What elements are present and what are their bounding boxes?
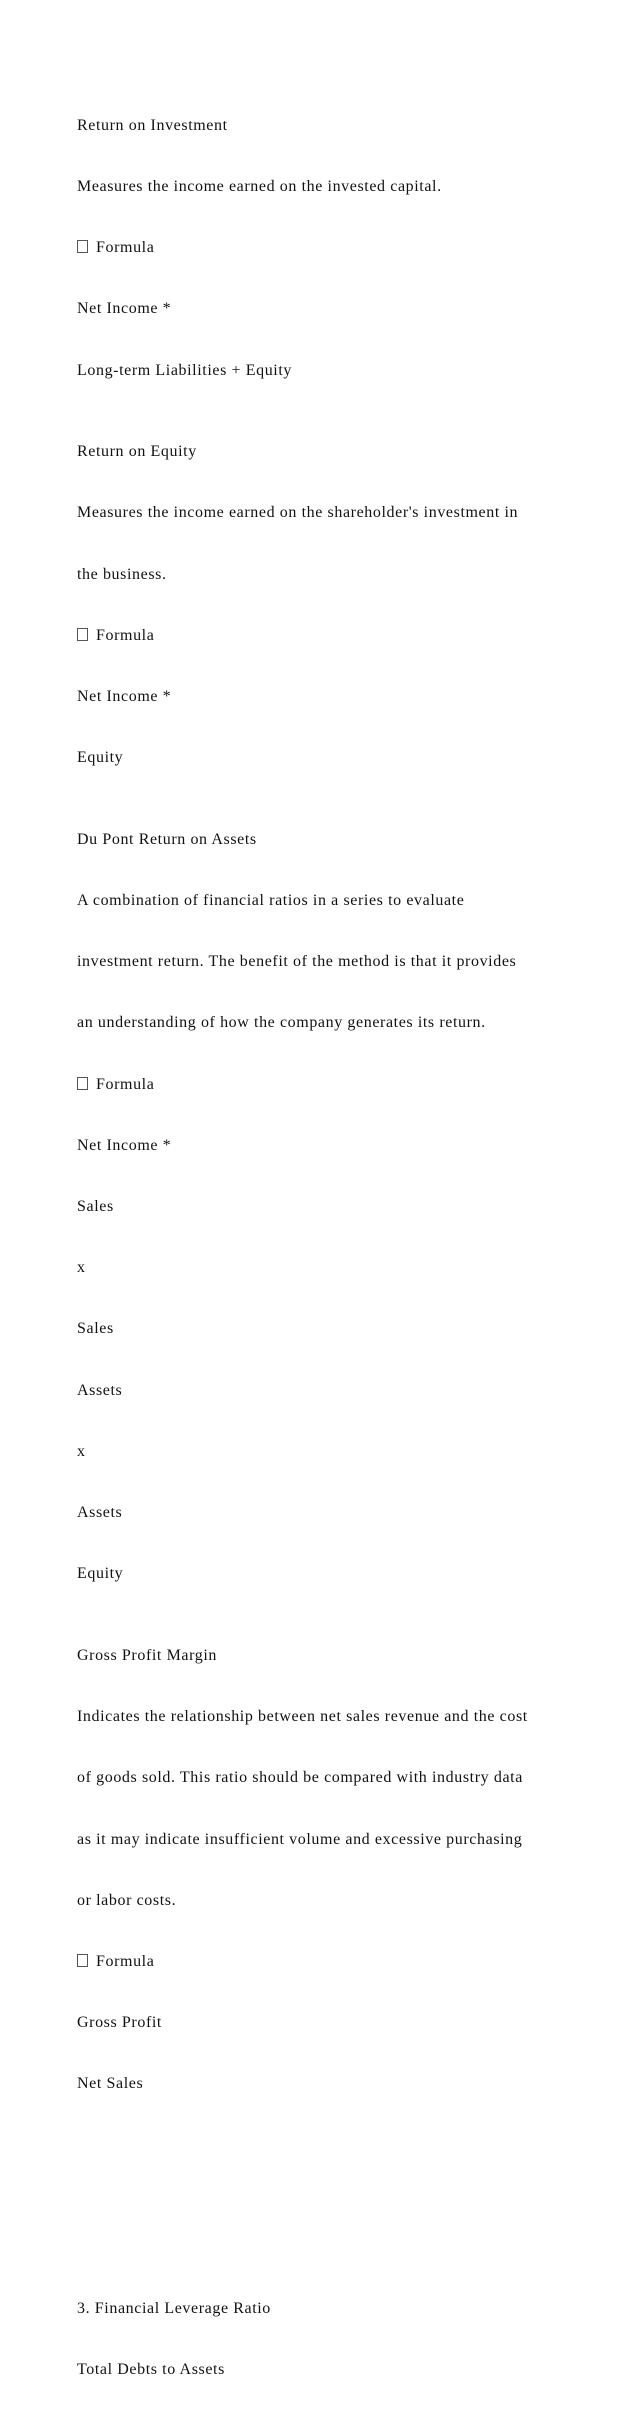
formula-label: Formula (96, 1075, 155, 1093)
heading-return-on-equity: Return on Equity (77, 443, 197, 461)
blank-line (77, 2156, 577, 2176)
text-line: Equity (77, 1565, 124, 1583)
text-line: Measures the income earned on the shareholder's investment in (77, 504, 519, 522)
text-line: Indicates the relationship between net sales revenue and the cost (77, 1708, 528, 1726)
text-line: Measures the income earned on the invested capital. (77, 178, 442, 196)
text-line: Net Income * (77, 688, 172, 706)
text-line: x (77, 1442, 86, 1460)
document-body (77, 75, 577, 2421)
text-line: x (77, 1259, 86, 1277)
formula-label: Formula (96, 1952, 155, 1970)
text-line: Net Income * (77, 1136, 172, 1154)
text-line: or labor costs. (77, 1891, 177, 1909)
formula-label: Formula (96, 239, 155, 257)
heading-financial-leverage-ratio: 3. Financial Leverage Ratio (77, 2299, 271, 2317)
bullet-box-icon (77, 240, 88, 253)
heading-return-on-investment: Return on Investment (77, 116, 228, 134)
heading-du-pont: Du Pont Return on Assets (77, 830, 257, 848)
text-line: an understanding of how the company generates its return. (77, 1014, 486, 1032)
text-line: Sales (77, 1198, 114, 1216)
heading-gross-profit-margin: Gross Profit Margin (77, 1646, 217, 1664)
text-line: Assets (77, 1381, 123, 1399)
text-line: as it may indicate insufficient volume and excessive purchasing (77, 1830, 523, 1848)
text-line: Sales (77, 1320, 114, 1338)
formula-line (77, 626, 577, 646)
formula-line (77, 1952, 577, 1972)
formula-line (77, 238, 577, 258)
bullet-box-icon (77, 1077, 88, 1090)
text-line: investment return. The benefit of the method is that it provides (77, 953, 517, 971)
text-line: Assets (77, 1504, 123, 1522)
text-line: Long-term Liabilities + Equity (77, 361, 292, 379)
text-line: the business. (77, 565, 167, 583)
blank-line (77, 2217, 577, 2237)
text-line: Total Debts to Assets (77, 2360, 225, 2378)
text-line: Net Sales (77, 2075, 144, 2093)
text-line: Equity (77, 749, 124, 767)
text-line: of goods sold. This ratio should be compared with industry data (77, 1769, 523, 1787)
text-line: Net Income * (77, 300, 172, 318)
formula-line (77, 1075, 577, 1095)
formula-label: Formula (96, 626, 155, 644)
text-line: A combination of financial ratios in a series to evaluate (77, 892, 465, 910)
bullet-box-icon (77, 1954, 88, 1967)
text-line: Gross Profit (77, 2014, 162, 2032)
bullet-box-icon (77, 628, 88, 641)
